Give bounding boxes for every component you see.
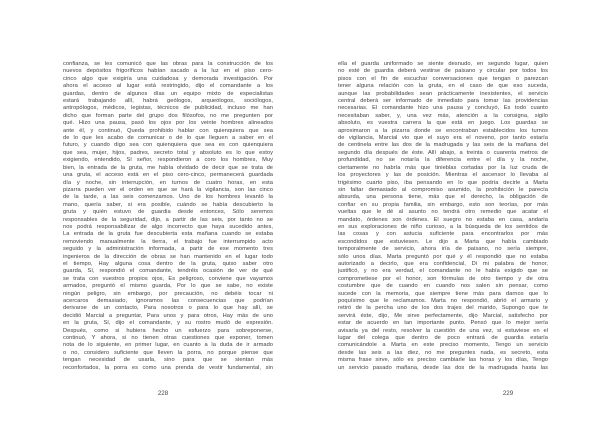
text-line: ella el guarda uniformado se siente desnudo, en segundo lugar, quien [338,61,548,67]
text-line: las cosas y con astucia suficiente para encontrarlos por más [338,231,548,238]
text-line: autorizado a decirlo, que era confidencial, Di mi palabra de honor, [338,260,548,267]
text-line: decidió Marcial a preguntar, Para unos y para otros, Hay más de uno [63,312,273,319]
text-line: servirá éste, dijo, Me sirve perfectamente, dijo Marcial, satisfecho por [338,312,548,319]
text-line: retiró de la percha uno de los dos trajes del marido, Supongo que te [338,305,548,312]
text-line: qué. Hizo una pausa, pasó los ojos por los veinte hombres alineados [63,120,273,127]
text-line: bien, la entrada de la gruta, me había olvidado de decir que se trata de [63,164,273,171]
text-line: de lo que les acabo de comunicar o de lo que lleguen a saber en el [63,135,273,142]
text-line: día y noche, sin interrupción, en turnos de cuatro horas, en esta [63,179,273,186]
text-line: sucede con la memoria, que siempre tiene más para darnos que lo [338,290,548,297]
text-line: dicho que forman parte del grupo dos filósofos, no me pregunten por [63,112,273,119]
text-line: vueltas que le dé al asunto no tendrá otro remedio que acatar el [338,209,548,216]
text-line: comunicándole a Marta en este preciso momento, Tengo un servicio [338,342,548,349]
text-line: poquísimo que le reclamamos. Marta no respondió, abrió el armario y [338,298,548,304]
text-line: profundidad, no se notaría la diferencia entre el día y la noche, [338,157,548,164]
text-line: en sus exploraciones de niño curioso, a la búsqueda de los sentidos de [338,223,548,230]
page-left-text [63,61,273,372]
text-line: exigiendo, entendido, Sí señor, respondieron a coro los hombres, Muy [63,157,273,164]
text-line: trigésimo cuarto piso, iba pensando en lo que podría decirle a Marta [338,179,548,186]
page-right-text [338,61,548,372]
text-line: confiar en su propia familia, sin embargo, esto son teorías, por más [338,201,548,208]
text-line: ahora el acceso al lugar está restringido, dijo el comandante a los [63,83,273,90]
text-line: en la gruta, Sí, dijo el comandante, y su rostro mudó de expresión. [63,320,273,327]
text-line: mandato, órdenes son órdenes. El suegro no estaba en casa, andaría [338,216,548,223]
page-number-right: 229 [502,390,514,397]
text-line: los proyectores y las de posición. Mientras el ascensor lo llevaba al [338,172,548,179]
text-line: continuó, Y ahora, si no tienen otras cuestiones que exponer, tomen [63,335,273,342]
text-line: ciertamente no habría más que tinieblas cortadas por la luz cruda de [338,164,548,171]
text-line: un servicio pasado mañana, desde las dos de la madrugada hasta las [338,364,548,371]
text-line: ingenieros de la dirección de obras se han mantenido en el lugar todo [63,253,273,260]
text-line: de la tarde, a las seis comenzamos. Uno de los hombres levantó la [63,194,273,201]
text-line: escondidos que estuviesen. Le dijo a Marta que había cambiado [338,238,548,245]
text-line: confianza, se les comunicó que las obras para la construcción de los [63,61,273,67]
text-line: tengan necesidad de usarla, sino para que se sientan más [63,357,273,364]
text-line: derivarse de un contacto, Para nosotros o para lo que hay allí, se [63,305,273,312]
text-line: aunque las probabilidades sean prácticamente inexistentes, el servicio [338,90,548,97]
text-line: o no, considero suficiente que lleven la porra, no porque piense que [63,349,273,356]
text-line: costumbre que de cuando en cuando nos salen sin pensar, como [338,283,548,290]
text-line: necesitaban saber, y, una vez más, atención a la consigna, sigilo [338,112,548,119]
text-line: La entrada de la gruta fue descubierta esta mañana cuando se estaba [63,231,273,238]
text-line: guardas, dentro de algunos días un equipo mixto de especialistas [63,90,273,97]
text-line: lugar del colega que dentro de poco entrará de guardia estaría [338,335,548,342]
text-line: avisarla ya del resto, resolver la cuestión de una vez, si estuviese en el [338,327,548,334]
text-line: Después, como si hubiera hecho un esfuerzo para sobreponerse, [63,327,273,334]
text-line: pizarra pueden ver el orden en que se hará la vigilancia, son las cinco [63,186,273,193]
text-line: segundo día después de éste. Allí abajo, a treinta o cuarenta metros de [338,149,548,156]
text-line: comprometiese por el honor, son fórmulas de otro tiempo y de otra [338,275,548,282]
text-line: sólo unos días. Marta preguntó por qué y él respondió que no estaba [338,253,548,260]
text-line: responsables de la seguridad, dijo, a partir de las seis, por tanto no se [63,216,273,223]
text-line: futuro, y cuando digo sea con quienquiera que sea es con quienquiera [63,142,273,149]
text-line: de centinela entre las dos de la madrugada y las seis de la mañana del [338,142,548,149]
text-line: removiendo manualmente la tierra, el trabajo fue interrumpido acto [63,238,273,245]
text-line: misma frase sirve, sólo es preciso cambiarle las horas y los días, Tengo [338,357,548,364]
text-line: absoluto, es vuestra carrera la que está en juego. Los guardas se [338,120,548,127]
text-line: sin faltar demasiado al compromiso asumido, la prohibición le parecía [338,186,548,193]
text-line: central deberá ser informado de inmediato para tomar las providencias [338,98,548,105]
text-line: estará trabajando allí, habrá geólogos, arqueólogos, sociólogos, [63,98,273,105]
text-line: armados, preguntó el mismo guarda, Por lo que se sabe, no existe [63,283,273,290]
text-line: tener alguna relación con la gruta, en el caso de que eso suceda, [338,83,548,90]
text-line: ante él, y continuó, Queda prohibido hablar con quienquiera que sea [63,127,273,134]
text-line: que sea, mujer, hijos, padres, secreto total y absoluto es lo que estoy [63,149,273,156]
text-line: nuevos depósitos frigoríficos habían sacado a la luz en el piso cero- [63,68,273,75]
text-line: gruta y quién estuvo de guardia desde entonces, Sólo seremos [63,209,273,216]
text-line: guarda, Sí, respondió el comandante, tendréis ocasión de ver de qué [63,268,273,275]
text-line: antropólogos, médicos, legistas, técnicos de publicidad, incluso me han [63,105,273,112]
text-line: necesarias. El comandante hizo una pausa y concluyó, Es todo cuanto [338,105,548,112]
text-line: estar de acuerdo en tan importante punto. Pensó que lo mejor sería [338,320,548,327]
text-line: se trata con vuestros propios ojos, Es peligroso, conviene que vayamos [63,275,273,282]
text-line: desde las seis a las diez, no me preguntes nada, es secreto, esta [338,349,548,356]
text-line: aproximaron a la pizarra donde se encontraban establecidos los turnos [338,127,548,134]
text-line: de vigilancia, Marcial vio que el suyo era el noveno, por tanto estaría [338,135,548,142]
text-line: mano, quería saber, si era posible, cuándo se había descubierto la [63,201,273,208]
text-line: acercaros demasiado, ignoramos las consecuencias que podrían [63,298,273,304]
text-line: temporalmente de servicio, ahora iría de paisano, no sería siempre, [338,246,548,253]
text-line: absurda, una persona tiene, más que el derecho, la obligación de [338,194,548,201]
page-number-left: 228 [157,390,169,397]
text-line: justificó, y no era verdad, el comandante no le había exigido que se [338,268,548,275]
text-line: una gruta, el acceso está en el piso cero-cinco, permanecerá guardada [63,172,273,179]
text-line: cinco algo que exigiría una cuidadosa y demorada investigación. Por [63,75,273,82]
text-line: no esté de guardia deberá vestirse de paisano y circular por todos los [338,68,548,75]
text-line: seguido y la administración informada, a partir de ese momento tres [63,246,273,253]
text-line: reconfortados, la porra es como una prenda de vestir fundamental, sin [63,364,273,371]
text-line: pisos con el fin de escuchar conversaciones que tengan o parezcan [338,75,548,82]
text-line: ningún peligro, sin embargo, por precaución, no debéis tocar ni [63,290,273,297]
text-line: nos podrá responsabilizar de algo incorrecto que haya sucedido antes, [63,223,273,230]
text-line: el tiempo, Hay alguna cosa dentro de la gruta, quiso saber otro [63,260,273,267]
text-line: nota de lo siguiente, en primer lugar, en cuanto a la duda de ir armado [63,342,273,349]
